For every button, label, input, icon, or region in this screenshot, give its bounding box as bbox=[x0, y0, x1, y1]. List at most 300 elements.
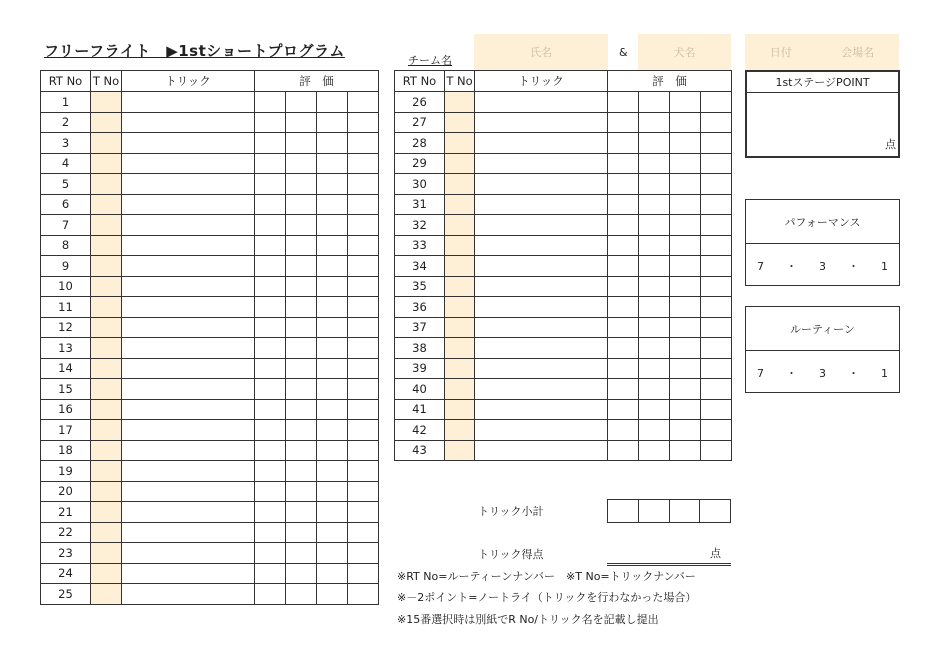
t-no-cell[interactable] bbox=[91, 133, 122, 154]
trick-cell[interactable] bbox=[122, 563, 255, 584]
eval-cell[interactable] bbox=[670, 215, 701, 236]
stage-point-unit: 点 bbox=[885, 138, 896, 151]
eval-cell[interactable] bbox=[701, 174, 732, 195]
eval-cell[interactable] bbox=[255, 297, 286, 318]
t-no-cell[interactable] bbox=[91, 194, 122, 215]
eval-cell[interactable] bbox=[639, 317, 670, 338]
eval-cell[interactable] bbox=[670, 358, 701, 379]
eval-cell[interactable] bbox=[670, 338, 701, 359]
eval-cell[interactable] bbox=[608, 399, 639, 420]
venue-placeholder: 会場名 bbox=[841, 46, 875, 59]
eval-cell[interactable] bbox=[348, 522, 379, 543]
eval-cell[interactable] bbox=[701, 153, 732, 174]
eval-cell[interactable] bbox=[255, 358, 286, 379]
eval-cell[interactable] bbox=[286, 317, 317, 338]
eval-cell[interactable] bbox=[608, 215, 639, 236]
eval-cell[interactable] bbox=[670, 235, 701, 256]
eval-cell[interactable] bbox=[348, 256, 379, 277]
t-no-cell[interactable] bbox=[91, 297, 122, 318]
eval-cell[interactable] bbox=[255, 543, 286, 564]
eval-cell[interactable] bbox=[701, 358, 732, 379]
eval-cell[interactable] bbox=[639, 112, 670, 133]
t-no-cell[interactable] bbox=[91, 543, 122, 564]
eval-cell[interactable] bbox=[286, 563, 317, 584]
eval-cell[interactable] bbox=[348, 276, 379, 297]
trick-cell[interactable] bbox=[122, 338, 255, 359]
eval-cell[interactable] bbox=[317, 92, 348, 113]
eval-cell[interactable] bbox=[639, 215, 670, 236]
eval-cell[interactable] bbox=[348, 481, 379, 502]
t-no-cell[interactable] bbox=[445, 420, 475, 441]
rt-no-cell: 30 bbox=[395, 174, 445, 195]
eval-cell[interactable] bbox=[701, 440, 732, 461]
eval-cell[interactable] bbox=[348, 153, 379, 174]
page-title: フリーフライト ▶1stショートプログラム bbox=[44, 42, 345, 60]
t-no-cell[interactable] bbox=[91, 420, 122, 441]
rt-no-cell: 16 bbox=[41, 399, 91, 420]
performance-options[interactable]: 7 ・ 3 ・ 1 bbox=[757, 259, 888, 273]
table-row bbox=[41, 194, 379, 215]
trick-cell[interactable] bbox=[122, 174, 255, 195]
eval-cell[interactable] bbox=[670, 174, 701, 195]
eval-cell[interactable] bbox=[255, 92, 286, 113]
eval-cell[interactable] bbox=[286, 584, 317, 605]
eval-cell[interactable] bbox=[701, 256, 732, 277]
eval-cell[interactable] bbox=[255, 420, 286, 441]
eval-cell[interactable] bbox=[286, 235, 317, 256]
eval-cell[interactable] bbox=[608, 256, 639, 277]
eval-cell[interactable] bbox=[639, 379, 670, 400]
rt-no-cell: 17 bbox=[41, 420, 91, 441]
trick-score-label: トリック得点 bbox=[478, 548, 544, 561]
eval-cell[interactable] bbox=[608, 153, 639, 174]
t-no-cell[interactable] bbox=[445, 92, 475, 113]
eval-cell[interactable] bbox=[639, 194, 670, 215]
rt-no-cell: 3 bbox=[41, 133, 91, 154]
eval-cell[interactable] bbox=[317, 461, 348, 482]
trick-cell[interactable] bbox=[475, 399, 608, 420]
eval-cell[interactable] bbox=[255, 379, 286, 400]
note-1: ※RT No=ルーティーンナンバー ※T No=トリックナンバー bbox=[397, 570, 696, 583]
eval-cell[interactable] bbox=[670, 194, 701, 215]
t-no-cell[interactable] bbox=[91, 399, 122, 420]
eval-cell[interactable] bbox=[670, 379, 701, 400]
table-row bbox=[395, 92, 732, 113]
dog-name-field[interactable] bbox=[638, 34, 731, 70]
trick-cell[interactable] bbox=[122, 92, 255, 113]
eval-cell[interactable] bbox=[348, 297, 379, 318]
trick-cell[interactable] bbox=[475, 379, 608, 400]
eval-cell[interactable] bbox=[255, 317, 286, 338]
t-no-cell[interactable] bbox=[91, 317, 122, 338]
eval-cell[interactable] bbox=[639, 174, 670, 195]
trick-cell[interactable] bbox=[122, 112, 255, 133]
eval-cell[interactable] bbox=[348, 358, 379, 379]
eval-cell[interactable] bbox=[348, 399, 379, 420]
t-no-cell[interactable] bbox=[91, 461, 122, 482]
eval-cell[interactable] bbox=[639, 338, 670, 359]
eval-cell[interactable] bbox=[639, 235, 670, 256]
eval-cell[interactable] bbox=[670, 297, 701, 318]
trick-cell[interactable] bbox=[122, 522, 255, 543]
eval-cell[interactable] bbox=[286, 522, 317, 543]
trick-cell[interactable] bbox=[475, 153, 608, 174]
t-no-cell[interactable] bbox=[445, 338, 475, 359]
t-no-cell[interactable] bbox=[91, 153, 122, 174]
eval-cell[interactable] bbox=[670, 92, 701, 113]
trick-cell[interactable] bbox=[122, 543, 255, 564]
t-no-cell[interactable] bbox=[445, 276, 475, 297]
subtotal-cell[interactable] bbox=[700, 500, 731, 523]
eval-cell[interactable] bbox=[286, 420, 317, 441]
t-no-cell[interactable] bbox=[445, 174, 475, 195]
table-row bbox=[41, 338, 379, 359]
eval-cell[interactable] bbox=[608, 379, 639, 400]
eval-cell[interactable] bbox=[348, 420, 379, 441]
eval-cell[interactable] bbox=[286, 399, 317, 420]
rt-no-cell: 11 bbox=[41, 297, 91, 318]
eval-cell[interactable] bbox=[286, 461, 317, 482]
rt-no-cell: 42 bbox=[395, 420, 445, 441]
eval-cell[interactable] bbox=[608, 235, 639, 256]
subtotal-cell[interactable] bbox=[608, 500, 639, 523]
eval-cell[interactable] bbox=[701, 194, 732, 215]
eval-cell[interactable] bbox=[286, 440, 317, 461]
eval-cell[interactable] bbox=[255, 502, 286, 523]
eval-cell[interactable] bbox=[255, 338, 286, 359]
eval-cell[interactable] bbox=[670, 112, 701, 133]
t-no-cell[interactable] bbox=[445, 297, 475, 318]
eval-cell[interactable] bbox=[701, 297, 732, 318]
trick-cell[interactable] bbox=[122, 502, 255, 523]
eval-cell[interactable] bbox=[348, 92, 379, 113]
rt-no-cell: 6 bbox=[41, 194, 91, 215]
t-no-cell[interactable] bbox=[91, 174, 122, 195]
eval-cell[interactable] bbox=[670, 153, 701, 174]
t-no-cell[interactable] bbox=[91, 481, 122, 502]
eval-cell[interactable] bbox=[639, 440, 670, 461]
eval-cell[interactable] bbox=[286, 256, 317, 277]
eval-cell[interactable] bbox=[639, 297, 670, 318]
eval-cell[interactable] bbox=[701, 399, 732, 420]
eval-cell[interactable] bbox=[286, 502, 317, 523]
trick-cell[interactable] bbox=[122, 276, 255, 297]
trick-cell[interactable] bbox=[122, 235, 255, 256]
eval-cell[interactable] bbox=[317, 399, 348, 420]
eval-cell[interactable] bbox=[286, 133, 317, 154]
eval-cell[interactable] bbox=[255, 256, 286, 277]
trick-cell[interactable] bbox=[475, 194, 608, 215]
eval-cell[interactable] bbox=[317, 338, 348, 359]
eval-cell[interactable] bbox=[317, 174, 348, 195]
trick-cell[interactable] bbox=[475, 256, 608, 277]
eval-cell[interactable] bbox=[255, 153, 286, 174]
t-no-cell[interactable] bbox=[91, 440, 122, 461]
eval-cell[interactable] bbox=[701, 215, 732, 236]
eval-cell[interactable] bbox=[255, 481, 286, 502]
table-row bbox=[41, 584, 379, 605]
trick-cell[interactable] bbox=[122, 153, 255, 174]
rt-no-cell: 37 bbox=[395, 317, 445, 338]
t-no-cell[interactable] bbox=[445, 153, 475, 174]
eval-cell[interactable] bbox=[317, 358, 348, 379]
trick-cell[interactable] bbox=[475, 133, 608, 154]
eval-cell[interactable] bbox=[255, 276, 286, 297]
t-no-cell[interactable] bbox=[91, 584, 122, 605]
subtotal-cell[interactable] bbox=[638, 500, 669, 523]
eval-cell[interactable] bbox=[639, 420, 670, 441]
eval-cell[interactable] bbox=[701, 133, 732, 154]
eval-cell[interactable] bbox=[317, 153, 348, 174]
eval-cell[interactable] bbox=[255, 174, 286, 195]
trick-cell[interactable] bbox=[122, 461, 255, 482]
eval-cell[interactable] bbox=[317, 481, 348, 502]
eval-cell[interactable] bbox=[255, 522, 286, 543]
eval-cell[interactable] bbox=[348, 194, 379, 215]
t-no-cell[interactable] bbox=[91, 522, 122, 543]
eval-cell[interactable] bbox=[317, 297, 348, 318]
eval-cell[interactable] bbox=[670, 133, 701, 154]
eval-cell[interactable] bbox=[348, 440, 379, 461]
eval-cell[interactable] bbox=[286, 481, 317, 502]
trick-cell[interactable] bbox=[475, 174, 608, 195]
trick-header: トリック bbox=[122, 71, 255, 92]
trick-cell[interactable] bbox=[475, 317, 608, 338]
t-no-cell[interactable] bbox=[91, 502, 122, 523]
eval-cell[interactable] bbox=[317, 543, 348, 564]
eval-cell[interactable] bbox=[286, 153, 317, 174]
eval-cell[interactable] bbox=[670, 440, 701, 461]
eval-cell[interactable] bbox=[286, 358, 317, 379]
t-no-cell[interactable] bbox=[91, 338, 122, 359]
eval-cell[interactable] bbox=[286, 92, 317, 113]
trick-cell[interactable] bbox=[475, 358, 608, 379]
eval-cell[interactable] bbox=[286, 215, 317, 236]
eval-cell[interactable] bbox=[255, 399, 286, 420]
eval-cell[interactable] bbox=[317, 194, 348, 215]
table-row bbox=[41, 317, 379, 338]
eval-cell[interactable] bbox=[701, 276, 732, 297]
eval-cell[interactable] bbox=[670, 317, 701, 338]
t-no-cell[interactable] bbox=[445, 440, 475, 461]
eval-cell[interactable] bbox=[701, 420, 732, 441]
eval-cell[interactable] bbox=[701, 379, 732, 400]
eval-cell[interactable] bbox=[701, 338, 732, 359]
t-no-cell[interactable] bbox=[445, 235, 475, 256]
eval-cell[interactable] bbox=[608, 440, 639, 461]
table-row bbox=[395, 194, 732, 215]
eval-cell[interactable] bbox=[317, 235, 348, 256]
eval-cell[interactable] bbox=[348, 584, 379, 605]
eval-cell[interactable] bbox=[639, 358, 670, 379]
trick-cell[interactable] bbox=[475, 235, 608, 256]
table-row bbox=[395, 112, 732, 133]
eval-cell[interactable] bbox=[608, 297, 639, 318]
eval-cell[interactable] bbox=[286, 194, 317, 215]
eval-cell[interactable] bbox=[348, 338, 379, 359]
eval-cell[interactable] bbox=[317, 276, 348, 297]
t-no-cell[interactable] bbox=[445, 133, 475, 154]
date-venue-field[interactable] bbox=[745, 34, 899, 70]
eval-cell[interactable] bbox=[255, 563, 286, 584]
eval-cell[interactable] bbox=[608, 276, 639, 297]
eval-cell[interactable] bbox=[317, 440, 348, 461]
rt-no-cell: 38 bbox=[395, 338, 445, 359]
eval-cell[interactable] bbox=[286, 112, 317, 133]
eval-cell[interactable] bbox=[286, 276, 317, 297]
eval-cell[interactable] bbox=[639, 133, 670, 154]
eval-cell[interactable] bbox=[286, 338, 317, 359]
eval-cell[interactable] bbox=[348, 235, 379, 256]
t-no-cell[interactable] bbox=[91, 92, 122, 113]
eval-cell[interactable] bbox=[639, 399, 670, 420]
eval-cell[interactable] bbox=[255, 235, 286, 256]
date-placeholder: 日付 bbox=[769, 46, 792, 59]
t-no-cell[interactable] bbox=[445, 399, 475, 420]
trick-cell[interactable] bbox=[475, 440, 608, 461]
eval-cell[interactable] bbox=[639, 92, 670, 113]
eval-cell[interactable] bbox=[608, 174, 639, 195]
eval-cell[interactable] bbox=[348, 563, 379, 584]
t-no-cell[interactable] bbox=[91, 235, 122, 256]
trick-cell[interactable] bbox=[122, 399, 255, 420]
eval-cell[interactable] bbox=[317, 379, 348, 400]
trick-cell[interactable] bbox=[122, 133, 255, 154]
rt-no-cell: 18 bbox=[41, 440, 91, 461]
eval-cell[interactable] bbox=[317, 215, 348, 236]
trick-cell[interactable] bbox=[475, 276, 608, 297]
owner-name-field[interactable] bbox=[474, 34, 608, 70]
eval-cell[interactable] bbox=[348, 379, 379, 400]
t-no-cell[interactable] bbox=[445, 112, 475, 133]
trick-cell[interactable] bbox=[122, 440, 255, 461]
routine-box bbox=[745, 306, 900, 393]
rt-no-cell: 23 bbox=[41, 543, 91, 564]
trick-cell[interactable] bbox=[122, 481, 255, 502]
t-no-cell[interactable] bbox=[91, 256, 122, 277]
eval-cell[interactable] bbox=[255, 215, 286, 236]
eval-cell[interactable] bbox=[317, 502, 348, 523]
t-no-cell[interactable] bbox=[445, 194, 475, 215]
eval-cell[interactable] bbox=[670, 420, 701, 441]
eval-cell[interactable] bbox=[286, 543, 317, 564]
eval-cell[interactable] bbox=[348, 461, 379, 482]
t-no-cell[interactable] bbox=[91, 215, 122, 236]
eval-cell[interactable] bbox=[608, 194, 639, 215]
t-no-cell[interactable] bbox=[445, 358, 475, 379]
table-row bbox=[41, 358, 379, 379]
eval-cell[interactable] bbox=[608, 317, 639, 338]
eval-cell[interactable] bbox=[317, 522, 348, 543]
eval-cell[interactable] bbox=[317, 256, 348, 277]
eval-cell[interactable] bbox=[670, 399, 701, 420]
eval-cell[interactable] bbox=[670, 276, 701, 297]
trick-cell[interactable] bbox=[122, 379, 255, 400]
t-no-cell[interactable] bbox=[91, 379, 122, 400]
t-no-cell[interactable] bbox=[91, 358, 122, 379]
rt-no-cell: 13 bbox=[41, 338, 91, 359]
eval-cell[interactable] bbox=[608, 133, 639, 154]
trick-cell[interactable] bbox=[475, 92, 608, 113]
table-row bbox=[395, 358, 732, 379]
trick-score-field[interactable] bbox=[607, 544, 731, 566]
t-no-cell[interactable] bbox=[91, 276, 122, 297]
eval-cell[interactable] bbox=[348, 543, 379, 564]
routine-options[interactable]: 7 ・ 3 ・ 1 bbox=[757, 366, 888, 380]
eval-cell[interactable] bbox=[255, 440, 286, 461]
eval-cell[interactable] bbox=[255, 584, 286, 605]
trick-cell[interactable] bbox=[122, 194, 255, 215]
trick-cell[interactable] bbox=[122, 297, 255, 318]
eval-cell[interactable] bbox=[255, 133, 286, 154]
trick-cell[interactable] bbox=[475, 420, 608, 441]
eval-cell[interactable] bbox=[670, 256, 701, 277]
eval-cell[interactable] bbox=[348, 215, 379, 236]
eval-cell[interactable] bbox=[639, 276, 670, 297]
eval-cell[interactable] bbox=[317, 133, 348, 154]
eval-cell[interactable] bbox=[639, 256, 670, 277]
eval-cell[interactable] bbox=[701, 112, 732, 133]
eval-cell[interactable] bbox=[639, 153, 670, 174]
eval-cell[interactable] bbox=[255, 194, 286, 215]
eval-cell[interactable] bbox=[608, 420, 639, 441]
trick-cell[interactable] bbox=[475, 338, 608, 359]
eval-cell[interactable] bbox=[348, 317, 379, 338]
t-no-cell[interactable] bbox=[445, 256, 475, 277]
eval-cell[interactable] bbox=[317, 420, 348, 441]
eval-cell[interactable] bbox=[317, 317, 348, 338]
trick-cell[interactable] bbox=[122, 584, 255, 605]
rt-no-cell: 15 bbox=[41, 379, 91, 400]
eval-cell[interactable] bbox=[701, 92, 732, 113]
eval-cell[interactable] bbox=[608, 358, 639, 379]
eval-cell[interactable] bbox=[255, 112, 286, 133]
trick-cell[interactable] bbox=[122, 256, 255, 277]
trick-cell[interactable] bbox=[122, 358, 255, 379]
eval-cell[interactable] bbox=[317, 584, 348, 605]
trick-cell[interactable] bbox=[122, 420, 255, 441]
trick-cell[interactable] bbox=[122, 215, 255, 236]
rt-no-cell: 39 bbox=[395, 358, 445, 379]
trick-cell[interactable] bbox=[475, 215, 608, 236]
t-no-cell[interactable] bbox=[91, 112, 122, 133]
eval-cell[interactable] bbox=[608, 338, 639, 359]
eval-cell[interactable] bbox=[255, 461, 286, 482]
t-no-cell[interactable] bbox=[91, 563, 122, 584]
eval-cell[interactable] bbox=[286, 174, 317, 195]
trick-cell[interactable] bbox=[122, 317, 255, 338]
eval-cell[interactable] bbox=[317, 112, 348, 133]
eval-cell[interactable] bbox=[348, 502, 379, 523]
trick-cell[interactable] bbox=[475, 112, 608, 133]
eval-cell[interactable] bbox=[286, 379, 317, 400]
t-no-cell[interactable] bbox=[445, 317, 475, 338]
subtotal-cell[interactable] bbox=[669, 500, 700, 523]
eval-cell[interactable] bbox=[348, 174, 379, 195]
eval-cell[interactable] bbox=[317, 563, 348, 584]
t-no-cell[interactable] bbox=[445, 215, 475, 236]
trick-cell[interactable] bbox=[475, 297, 608, 318]
eval-cell[interactable] bbox=[701, 235, 732, 256]
eval-cell[interactable] bbox=[608, 112, 639, 133]
t-no-cell[interactable] bbox=[445, 379, 475, 400]
eval-cell[interactable] bbox=[286, 297, 317, 318]
eval-cell[interactable] bbox=[348, 133, 379, 154]
eval-cell[interactable] bbox=[348, 112, 379, 133]
eval-cell[interactable] bbox=[608, 92, 639, 113]
table-row bbox=[395, 256, 732, 277]
eval-cell[interactable] bbox=[701, 317, 732, 338]
